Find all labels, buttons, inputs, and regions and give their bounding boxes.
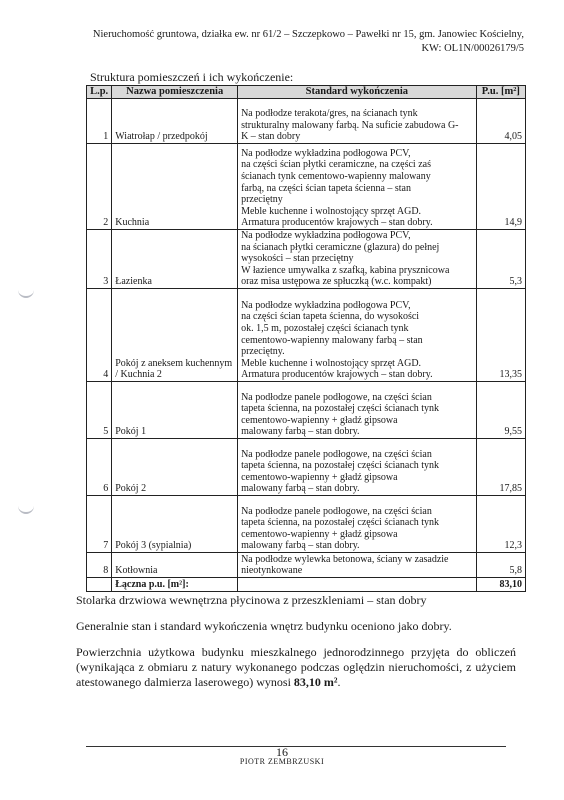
- table-header-row: [87, 86, 526, 99]
- row-number: 1: [87, 99, 112, 144]
- table-row: [87, 99, 526, 144]
- punch-hole-mark: [18, 504, 34, 514]
- table-row: [87, 230, 526, 289]
- room-name: Wiatrołap / przedpokój: [112, 99, 238, 144]
- room-area: 5,3: [476, 230, 525, 289]
- finish-standard-line: K – stan dobry: [241, 131, 301, 143]
- document-header: [54, 28, 524, 56]
- total-value: 83,10: [476, 577, 525, 591]
- finish-standard-line: cementowo-wapienny + gładź gipsowa: [241, 471, 398, 483]
- finish-standard-line: Armatura producentów krajowych – stan dobry.: [241, 217, 433, 229]
- paragraph-usable-area: [76, 645, 516, 690]
- finish-standard-line: farbą, na części ścian tapeta ścienna – stan: [241, 182, 411, 194]
- finish-standard-line: strukturalny malowany farbą. Na suficie zabudowa G-: [241, 119, 459, 131]
- page-number: 16: [276, 745, 288, 759]
- finish-standard-line: oraz misa ustępowa ze spłuczką (w.c. kompakt): [241, 276, 432, 288]
- table-row: [87, 381, 526, 438]
- finish-standard-line: cementowo-wapienny + gładź gipsowa: [241, 528, 398, 540]
- finish-standard-line: Na podłodze wykładzina podłogowa PCV,: [241, 299, 411, 311]
- row-number: 5: [87, 381, 112, 438]
- finish-standard-line: ok. 1,5 m, pozostałej części ścianach tynk: [241, 323, 409, 334]
- finish-standard-line: Na podłodze terakota/gres, na ścianach tynk: [241, 108, 418, 120]
- finish-standard-line: malowany farbą – stan dobry.: [241, 483, 360, 495]
- column-header-name: Nazwa pomieszczenia: [112, 86, 238, 99]
- finish-standard: [238, 552, 477, 577]
- finish-standard-line: cementowo-wapienny + gładź gipsowa: [241, 414, 398, 426]
- room-area: 5,8: [476, 552, 525, 577]
- total-empty-cell: [87, 577, 112, 591]
- table-row: [87, 288, 526, 381]
- finish-standard-line: malowany farbą – stan dobry.: [241, 540, 360, 552]
- footer-author: PIOTR ZEMBRZUSKI: [239, 757, 325, 766]
- finish-standard-line: ścianach tynk cementowo-wapienny malowany: [241, 171, 431, 183]
- punch-hole-mark: [18, 288, 34, 298]
- table-row: [87, 495, 526, 552]
- column-header-standard: Standard wykończenia: [238, 86, 477, 99]
- column-header-lp: L.p.: [87, 86, 112, 99]
- finish-standard: [238, 230, 477, 289]
- room-area: 12,3: [476, 495, 525, 552]
- room-name: Kotłownia: [112, 552, 238, 577]
- total-label: Łączna p.u. [m²]:: [112, 577, 238, 591]
- finish-standard-line: malowany farbą – stan dobry.: [241, 426, 360, 438]
- finish-standard-line: Na podłodze panele podłogowe, na części ścian: [241, 391, 432, 403]
- row-number: 8: [87, 552, 112, 577]
- table-row: [87, 552, 526, 577]
- finish-standard-line: na ścianach płytki ceramiczne (glazura) do pełnej: [241, 241, 440, 253]
- finish-standard-line: nieotynkowane: [241, 565, 303, 577]
- room-area: 9,55: [476, 381, 525, 438]
- room-name: Pokój z aneksem kuchennym / Kuchnia 2: [112, 288, 238, 381]
- row-number: 4: [87, 288, 112, 381]
- finish-standard-line: Na podłodze wykładzina podłogowa PCV,: [241, 147, 411, 159]
- paragraph-doors: Stolarka drzwiowa wewnętrzna płycinowa z przeszkleniami – stan dobry: [76, 593, 427, 607]
- table-row: [87, 438, 526, 495]
- room-name: Pokój 3 (sypialnia): [112, 495, 238, 552]
- finish-standard-line: Meble kuchenne i wolnostojący sprzęt AGD.: [241, 205, 422, 217]
- room-name: Pokój 2: [112, 438, 238, 495]
- finish-standard-line: na części ścian tapeta ścienna, do wysokości: [241, 311, 420, 323]
- row-number: 3: [87, 230, 112, 289]
- header-property-line: Nieruchomość gruntowa, działka ew. nr 61/2 – Szczepkowo – Pawełki nr 15, gm. Janowiec Kościelny,: [92, 29, 524, 40]
- room-name: Pokój 1: [112, 381, 238, 438]
- finish-standard-line: tapeta ścienna, na pozostałej części ścianach tynk: [241, 517, 440, 529]
- finish-standard-line: Na podłodze panele podłogowe, na części ścian: [241, 505, 432, 517]
- room-name: Kuchnia: [112, 144, 238, 230]
- usable-area-value: 83,10 m²: [293, 675, 338, 689]
- finish-standard: [238, 381, 477, 438]
- finish-standard-line: tapeta ścienna, na pozostałej części ścianach tynk: [241, 460, 440, 472]
- finish-standard-line: Na podłodze wykładzina podłogowa PCV,: [241, 230, 411, 241]
- section-title: Struktura pomieszczeń i ich wykończenie:: [90, 70, 294, 84]
- finish-standard: [238, 438, 477, 495]
- room-area: 4,05: [476, 99, 525, 144]
- finish-standard-line: Na podłodze panele podłogowe, na części ścian: [241, 448, 432, 460]
- total-empty-cell: [238, 577, 477, 591]
- finish-standard-line: Na podłodze wylewka betonowa, ściany w zasadzie: [241, 553, 449, 565]
- finish-standard: [238, 495, 477, 552]
- row-number: 6: [87, 438, 112, 495]
- total-row: [87, 577, 526, 591]
- finish-standard-line: na części ścian płytki ceramiczne, na części zaś: [241, 159, 431, 171]
- usable-area-suffix: .: [337, 675, 341, 689]
- rooms-table: [86, 85, 526, 592]
- column-header-area: P.u. [m²]: [476, 86, 525, 99]
- finish-standard-line: cementowo-wapienny malowany farbą – stan: [241, 334, 423, 346]
- table-row: [87, 144, 526, 230]
- room-area: 14,9: [476, 144, 525, 230]
- finish-standard-line: wysokości – stan przeciętny: [241, 253, 354, 265]
- finish-standard-line: przeciętny.: [241, 346, 285, 358]
- usable-area-text: Powierzchnia użytkowa budynku mieszkalnego jednorodzinnego przyjęta do obliczeń (wynikająca z obmiaru z natury wykonanego podczas oględzin nieruchomości, z użyciem atestowanego dalmierza laserowego) wynosi: [76, 645, 516, 689]
- finish-standard-line: tapeta ścienna, na pozostałej części ścianach tynk: [241, 403, 440, 415]
- finish-standard: [238, 99, 477, 144]
- header-land-register: KW: OL1N/00026179/5: [421, 43, 524, 54]
- paragraph-general-condition: Generalnie stan i standard wykończenia wnętrz budynku oceniono jako dobry.: [76, 619, 452, 633]
- room-area: 17,85: [476, 438, 525, 495]
- finish-standard: [238, 144, 477, 230]
- row-number: 7: [87, 495, 112, 552]
- finish-standard-line: Armatura producentów krajowych – stan dobry.: [241, 369, 433, 381]
- finish-standard-line: W łazience umywalka z szafką, kabina prysznicowa: [241, 264, 450, 276]
- finish-standard-line: przeciętny: [241, 194, 283, 206]
- finish-standard: [238, 288, 477, 381]
- room-area: 13,35: [476, 288, 525, 381]
- room-name: Łazienka: [112, 230, 238, 289]
- row-number: 2: [87, 144, 112, 230]
- finish-standard-line: Meble kuchenne i wolnostojący sprzęt AGD.: [241, 357, 422, 369]
